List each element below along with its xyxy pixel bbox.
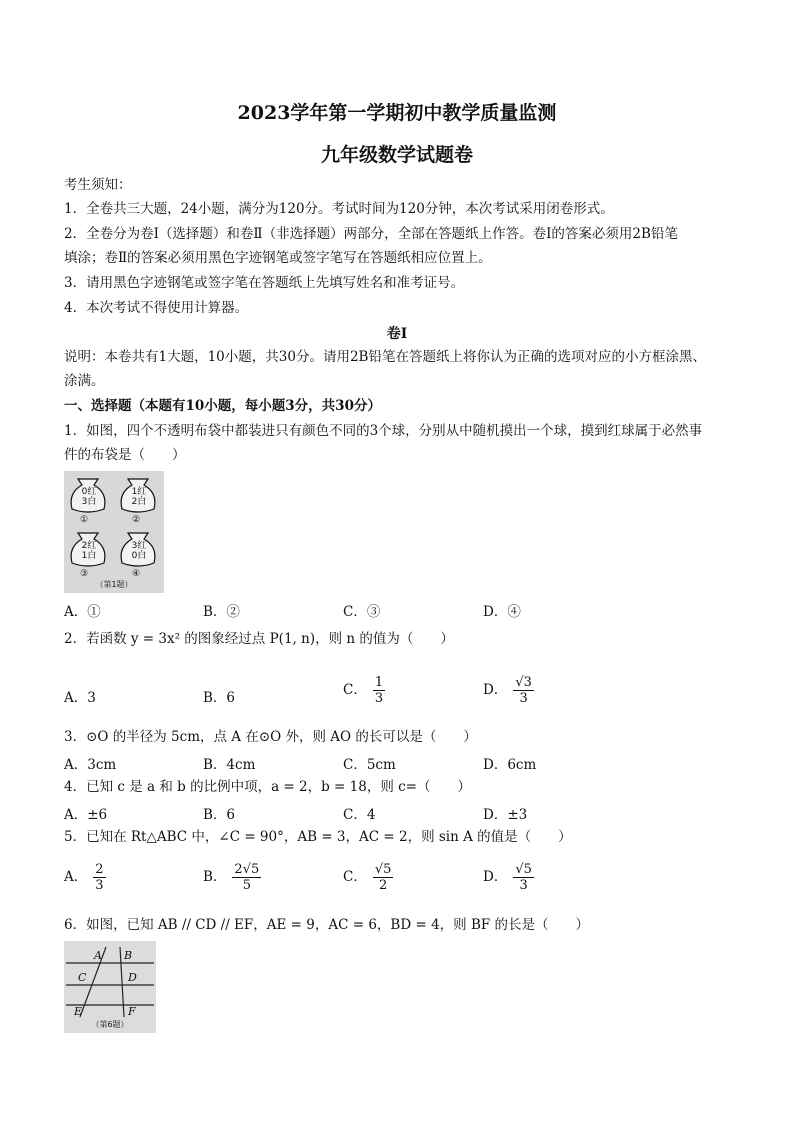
question-4-text: 4．已知 c 是 a 和 b 的比例中项，a = 2，b = 18，则 c=（ ） (64, 779, 471, 795)
option-label: C． (343, 869, 367, 885)
notice-item: 2．全卷分为卷Ⅰ（选择题）和卷Ⅱ（非选择题）两部分，全部在答题纸上作答。卷Ⅰ的答案必须用2B铅笔 (64, 226, 678, 242)
option-d[interactable]: D．6cm (483, 757, 537, 773)
volume-description: 说明：本卷共有1大题，10小题，共30分。请用2B铅笔在答题纸上将你认为正确的选项对应的小方框涂黑、 (64, 349, 706, 365)
fraction-numerator: 1 (374, 675, 384, 690)
point-label: E (74, 1005, 83, 1018)
fraction-numerator: √5 (515, 862, 532, 877)
notice-item: 3．请用黑色字迹钢笔或签字笔在答题纸上先填写姓名和准考证号。 (64, 275, 465, 291)
bag-number: ③ (80, 569, 89, 579)
fraction-numerator: √3 (515, 675, 532, 690)
fraction-denominator: 3 (519, 691, 528, 706)
bag-label: 3红 (131, 541, 147, 551)
fraction-numerator: √5 (374, 862, 392, 877)
notice-heading: 考生须知： (64, 177, 132, 193)
fraction-denominator: 2 (378, 878, 388, 893)
notice-item: 1．全卷共三大题，24小题，满分为120分。考试时间为120分钟，本次考试采用闭卷形式。 (64, 201, 614, 217)
bag-label: 3白 (81, 497, 97, 507)
bag-number: ② (132, 515, 141, 525)
option-label: A． (64, 869, 88, 885)
point-label: F (128, 1005, 136, 1018)
option-c[interactable]: C．5cm (343, 757, 396, 773)
bag-label: 1白 (81, 551, 97, 561)
question-3-text: 3．⊙O 的半径为 5cm，点 A 在⊙O 外，则 AO 的长可以是（ ） (64, 729, 477, 745)
option-c[interactable] (343, 675, 385, 706)
figure-caption: （第1题） (95, 580, 133, 589)
option-d[interactable]: D．④ (483, 604, 521, 620)
bag-label: 2红 (81, 541, 97, 551)
option-label: B． (203, 869, 227, 885)
question-2-text: 2．若函数 y = 3x² 的图象经过点 P(1, n)，则 n 的值为（ ） (64, 631, 454, 647)
volume-description: 涂满。 (64, 373, 105, 389)
fraction-denominator: 3 (95, 878, 104, 893)
bag-label: 1红 (131, 487, 147, 497)
fraction (93, 862, 105, 893)
option-c[interactable]: C．4 (343, 807, 376, 823)
fraction (373, 675, 385, 706)
option-b[interactable]: B．6 (203, 690, 236, 706)
question-5-text: 5．已知在 Rt△ABC 中，∠C = 90°，AB = 3，AC = 2，则 sin A 的值是（ ） (64, 829, 572, 845)
fraction-denominator: 3 (374, 691, 384, 706)
question-6-text: 6．如图，已知 AB // CD // EF，AE = 9，AC = 6，BD = 4，则 BF 的长是（ ） (64, 917, 590, 933)
option-c[interactable] (343, 862, 393, 893)
option-a[interactable]: A．① (64, 604, 101, 620)
option-label: D． (483, 869, 508, 885)
point-label: A (94, 949, 102, 962)
fraction-denominator: 5 (242, 878, 251, 893)
point-label: C (78, 971, 87, 984)
bag-number: ① (80, 515, 89, 525)
fraction (513, 862, 534, 893)
page-title: 2023学年第一学期初中教学质量监测 (237, 102, 557, 124)
bag-label: 2白 (131, 497, 147, 507)
option-c[interactable]: C．③ (343, 604, 381, 620)
point-label: D (128, 971, 137, 984)
option-b[interactable] (203, 862, 261, 893)
option-b[interactable]: B．② (203, 604, 240, 620)
option-a[interactable] (64, 862, 106, 893)
figure-caption: （第6题） (91, 1020, 129, 1029)
fraction (513, 675, 534, 706)
option-b[interactable]: B．6 (203, 807, 236, 823)
question-1-figure (64, 471, 164, 593)
page-subtitle: 九年级数学试题卷 (320, 144, 473, 166)
option-d[interactable] (483, 862, 534, 893)
bag-label: 0白 (131, 551, 147, 561)
option-b[interactable]: B．4cm (203, 757, 256, 773)
point-label: B (124, 949, 133, 962)
option-a[interactable]: A．±6 (64, 807, 108, 823)
option-a[interactable]: A．3cm (64, 757, 117, 773)
fraction-numerator: 2√5 (234, 862, 260, 877)
notice-item: 填涂；卷Ⅱ的答案必须用黑色字迹钢笔或签字笔写在答题纸相应位置上。 (64, 250, 492, 266)
fraction-denominator: 3 (519, 878, 528, 893)
option-a[interactable]: A．3 (64, 690, 96, 706)
option-d[interactable] (483, 675, 534, 706)
section-title: 一、选择题（本题有10小题，每小题3分，共30分） (64, 398, 381, 414)
volume-title: 卷Ⅰ (386, 326, 408, 342)
notice-item: 4．本次考试不得使用计算器。 (64, 300, 249, 316)
question-6-figure (64, 941, 156, 1033)
option-label: C． (343, 682, 367, 698)
fraction (232, 862, 261, 893)
option-label: D． (483, 682, 508, 698)
question-1-text: 1．如图，四个不透明布袋中都装进只有颜色不同的3个球，分别从中随机摸出一个球，摸到红球属于必然事 (64, 423, 703, 439)
bag-number: ④ (132, 569, 141, 579)
question-1-text: 件的布袋是（ ） (64, 447, 186, 463)
bag-label: 0红 (81, 487, 97, 497)
fraction (373, 862, 394, 893)
fraction-numerator: 2 (95, 862, 104, 877)
option-d[interactable]: D．±3 (483, 807, 528, 823)
